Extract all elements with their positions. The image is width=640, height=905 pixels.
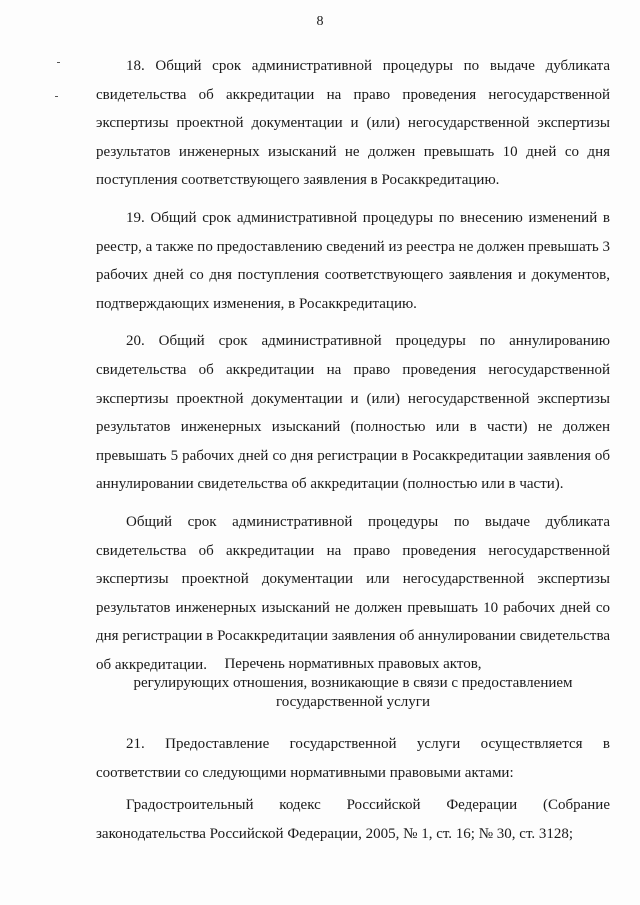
scan-artifact: [55, 96, 58, 97]
paragraph-20: 20. Общий срок административной процедуры по аннулированию свидетельства об аккредитации на право проведения негосударственной экспертизы проектной документации и (или) негосударственной экспертизы результатов инженерных изысканий (полностью или в части) не должен превышать 5 рабочих дней со дня регистрации в Росаккредитации заявления об аннулировании свидетельства об аккредитации (полностью или в части).: [96, 333, 610, 493]
heading-line-2: регулирующих отношения, возникающие в связи с предоставлением: [133, 675, 573, 691]
paragraph-21: 21. Предоставление государственной услуги осуществляется в соответствии со следующими нормативными правовыми актами:: [96, 736, 610, 781]
paragraph-18: 18. Общий срок административной процедуры по выдаче дубликата свидетельства об аккредитации на право проведения негосударственной экспертизы проектной документации и (или) негосударственной экспертизы результатов инженерных изысканий не должен превышать 10 дней со дня поступления соответствующего заявления в Росаккредитацию.: [96, 58, 610, 189]
heading-line-3: государственной услуги: [276, 694, 430, 710]
page-number: 8: [316, 14, 324, 29]
section-heading: [96, 655, 610, 712]
paragraph-urban-code: Градостроительный кодекс Российской Федерации (Собрание законодательства Российской Федерации, 2005, № 1, ст. 16; № 30, ст. 3128;: [96, 797, 610, 842]
paragraph-20-continued: Общий срок административной процедуры по выдаче дубликата свидетельства об аккредитации на право проведения негосударственной экспертизы проектной документации или негосударственной экспертизы результатов инженерных изысканий не должен превышать 10 рабочих дней со дня регистрации в Росаккредитации заявления об аннулировании свидетельства об аккредитации.: [96, 513, 610, 673]
scan-artifact: [57, 62, 60, 63]
paragraph-19: 19. Общий срок административной процедуры по внесению изменений в реестр, а также по предоставлению сведений из реестра не должен превышать 3 рабочих дней со дня поступления соответствующего заявления и документов, подтверждающих изменения, в Росаккредитацию.: [96, 209, 610, 312]
heading-line-1: Перечень нормативных правовых актов,: [224, 656, 482, 672]
body-text: [96, 52, 610, 679]
body-text-continued: [96, 730, 610, 848]
